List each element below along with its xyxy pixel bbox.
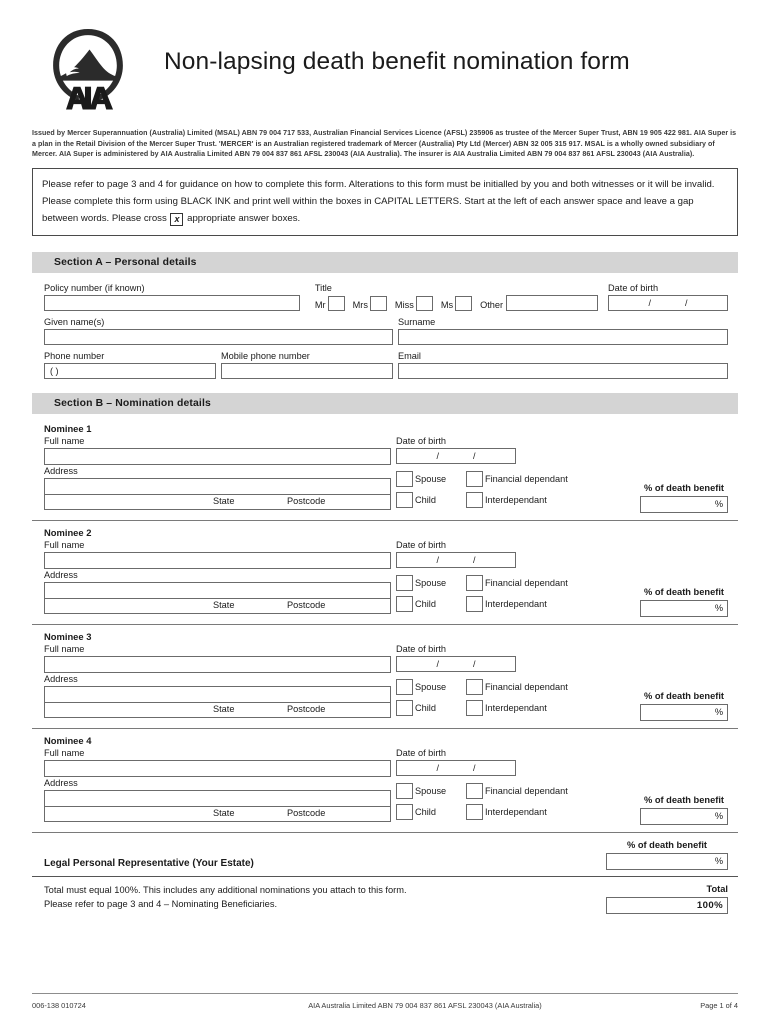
- surname-label: Surname: [398, 316, 436, 327]
- nominee-3-dob-label: Date of birth: [396, 643, 447, 654]
- nominee-1-address-input[interactable]: [44, 478, 391, 494]
- nominee-1-child-checkbox[interactable]: [396, 492, 413, 508]
- phone-area-code-prefix: ( ): [50, 365, 59, 376]
- nominee-3-state-label: State: [213, 703, 235, 714]
- title-option-mrs[interactable]: [353, 296, 387, 311]
- nominee-4-dob-slash-2: /: [473, 762, 476, 773]
- nominee-2-pct-header: % of death benefit: [643, 586, 725, 597]
- cross-mark-icon: x: [170, 213, 183, 226]
- nominee-3-dob-input[interactable]: [396, 656, 516, 672]
- nominee-4-spouse-checkbox[interactable]: [396, 783, 413, 799]
- footer-page-number: Page 1 of 4: [700, 1001, 738, 1010]
- dob-label: Date of birth: [608, 282, 659, 293]
- surname-field-group: [398, 316, 728, 345]
- nominee-1-pct-header: % of death benefit: [643, 482, 725, 493]
- nominee-3-address-input[interactable]: [44, 686, 391, 702]
- title-option-mr-label: Mr: [314, 299, 326, 310]
- nominee-2-full-name-label: Full name: [44, 539, 85, 550]
- section-a-heading: Section A – Personal details: [32, 252, 738, 273]
- surname-input[interactable]: [398, 329, 728, 345]
- total-row: [32, 877, 738, 914]
- section-b-heading: Section B – Nomination details: [32, 393, 738, 414]
- nominee-1-address-label: Address: [44, 465, 78, 476]
- nominee-2-financial-dependant-label: Financial dependant: [485, 577, 568, 588]
- nominee-4-pct-input[interactable]: [640, 808, 728, 825]
- nominee-3-pct-input[interactable]: [640, 704, 728, 721]
- nominee-2-full-name-input[interactable]: [44, 552, 391, 569]
- nominee-3-interdependant-label: Interdependant: [485, 702, 547, 713]
- nominee-2-interdependant-label: Interdependant: [485, 598, 547, 609]
- total-note-line-1: Total must equal 100%. This includes any additional nominations you attach to this form.: [44, 884, 407, 895]
- nominee-4-financial-dependant-checkbox[interactable]: [466, 783, 483, 799]
- nominee-1-pct-symbol: %: [714, 498, 723, 509]
- nominee-4-interdependant-checkbox[interactable]: [466, 804, 483, 820]
- nominee-4-pct-header: % of death benefit: [643, 794, 725, 805]
- nominee-4-full-name-label: Full name: [44, 747, 85, 758]
- nominee-4-financial-dependant-label: Financial dependant: [485, 785, 568, 796]
- footer-document-code: 006-138 010724: [32, 1001, 86, 1010]
- nominee-2-child-option[interactable]: [396, 596, 466, 612]
- nominee-3-full-name-input[interactable]: [44, 656, 391, 673]
- mobile-label: Mobile phone number: [221, 350, 310, 361]
- title-other-input[interactable]: [506, 295, 598, 311]
- nominee-3-child-checkbox[interactable]: [396, 700, 413, 716]
- title-field-group: [315, 282, 598, 311]
- dob-slash-1: /: [648, 297, 652, 308]
- legal-personal-representative-label: Legal Personal Representative (Your Estate): [44, 857, 254, 869]
- nominee-1-dob-slash-2: /: [473, 450, 476, 461]
- nominee-3-postcode-label: Postcode: [287, 703, 326, 714]
- title-option-mrs-label: Mrs: [352, 299, 368, 310]
- title-label: Title: [314, 282, 332, 293]
- email-input[interactable]: [398, 363, 728, 379]
- nominee-3-dob-slash-1: /: [436, 658, 439, 669]
- total-label: Total: [706, 883, 728, 894]
- title-option-miss[interactable]: [395, 296, 433, 311]
- nominee-2-spouse-option[interactable]: [396, 575, 466, 591]
- nominee-2-financial-dependant-option[interactable]: [466, 575, 568, 591]
- email-field-group: [398, 350, 728, 379]
- footer-divider: [32, 993, 738, 994]
- nominee-4-spouse-label: Spouse: [415, 785, 447, 796]
- email-label: Email: [398, 350, 421, 361]
- nominee-1-full-name-input[interactable]: [44, 448, 391, 465]
- nominee-1-child-option[interactable]: [396, 492, 466, 508]
- nominee-2-pct-input[interactable]: [640, 600, 728, 617]
- nominee-1-interdependant-option[interactable]: [466, 492, 547, 508]
- nominee-1-spouse-option[interactable]: [396, 471, 466, 487]
- section-a-body: [32, 282, 738, 379]
- nominee-3-spouse-option[interactable]: [396, 679, 466, 695]
- nominee-3-pct-symbol: %: [714, 706, 723, 717]
- nominee-2-interdependant-checkbox[interactable]: [466, 596, 483, 612]
- title-option-ms[interactable]: [441, 296, 472, 311]
- dob-input[interactable]: [608, 295, 728, 311]
- nominee-2-dob-slash-2: /: [473, 554, 476, 565]
- lpr-pct-header: % of death benefit: [626, 839, 708, 850]
- nominee-2-child-checkbox[interactable]: [396, 596, 413, 612]
- nominee-1-financial-dependant-option[interactable]: [466, 471, 568, 487]
- nominee-1-child-label: Child: [415, 494, 436, 505]
- nominee-3-address-label: Address: [44, 673, 78, 684]
- nominee-4-address-input[interactable]: [44, 790, 391, 806]
- nominee-block: [32, 631, 738, 729]
- nominee-3-spouse-label: Spouse: [415, 681, 447, 692]
- issuer-disclaimer: Issued by Mercer Superannuation (Australia) Limited (MSAL) ABN 79 004 717 533, Australian Financial Services Licence (AFSL) 235906 as trustee of the Mercer Super Trust, ABN 19 905 422 981. AIA Super is a plan in the Retail Division of the Mercer Super Trust. 'MERCER' is an Australian registered trademark of Mercer (Australia) Pty Ltd (Mercer) ABN 32 005 315 917. MSAL is a wholly owned subsidiary of Mercer. AIA Super is administered by AIA Australia Limited ABN 79 004 837 861 AFSL 230043 (AIA Australia). The insurer is AIA Australia Limited ABN 79 004 837 861 AFSL 230043 (AIA Australia).: [32, 129, 737, 159]
- nominee-2-dob-label: Date of birth: [396, 539, 447, 550]
- nominee-2-child-label: Child: [415, 598, 436, 609]
- nominee-block: [32, 735, 738, 833]
- nominee-4-address-label: Address: [44, 777, 78, 788]
- nominee-3-child-label: Child: [415, 702, 436, 713]
- nominee-4-interdependant-label: Interdependant: [485, 806, 547, 817]
- nominee-block: [32, 527, 738, 625]
- nominee-block: [32, 423, 738, 521]
- page-header: [32, 0, 738, 128]
- nominee-1-interdependant-checkbox[interactable]: [466, 492, 483, 508]
- nominee-4-dob-input[interactable]: [396, 760, 516, 776]
- nominee-4-dob-label: Date of birth: [396, 747, 447, 758]
- nominee-2-title: Nominee 2: [44, 526, 92, 538]
- nominee-4-state-postcode-input[interactable]: [44, 806, 391, 822]
- nominee-1-postcode-label: Postcode: [287, 495, 326, 506]
- policy-number-input[interactable]: [44, 295, 300, 311]
- nominee-3-dob-slash-2: /: [473, 658, 476, 669]
- total-value: 100%: [606, 897, 728, 914]
- nominee-4-child-option[interactable]: [396, 804, 466, 820]
- nominee-3-interdependant-option[interactable]: [466, 700, 547, 716]
- nominee-4-full-name-input[interactable]: [44, 760, 391, 777]
- policy-number-label: Policy number (if known): [44, 282, 145, 293]
- nominee-1-state-label: State: [213, 495, 235, 506]
- nominee-4-title: Nominee 4: [44, 734, 92, 746]
- nominee-1-interdependant-label: Interdependant: [485, 494, 547, 505]
- phone-field-group: [44, 350, 216, 379]
- nominee-2-postcode-label: Postcode: [287, 599, 326, 610]
- nominee-4-pct-symbol: %: [714, 810, 723, 821]
- nominee-2-pct-symbol: %: [714, 602, 723, 613]
- nominee-3-financial-dependant-option[interactable]: [466, 679, 568, 695]
- dob-field-group: [608, 282, 728, 311]
- nominee-1-full-name-label: Full name: [44, 435, 85, 446]
- nominee-1-pct-input[interactable]: [640, 496, 728, 513]
- nominee-3-financial-dependant-label: Financial dependant: [485, 681, 568, 692]
- phone-input[interactable]: [44, 363, 216, 379]
- nominee-3-interdependant-checkbox[interactable]: [466, 700, 483, 716]
- page-footer: [32, 993, 738, 1010]
- nominee-2-state-label: State: [213, 599, 235, 610]
- title-option-miss-label: Miss: [394, 299, 414, 310]
- lpr-pct-input[interactable]: [606, 853, 728, 870]
- nominee-4-postcode-label: Postcode: [287, 807, 326, 818]
- dob-slash-2: /: [685, 297, 688, 308]
- nominee-3-spouse-checkbox[interactable]: [396, 679, 413, 695]
- nominee-3-pct-header: % of death benefit: [643, 690, 725, 701]
- nominee-4-financial-dependant-option[interactable]: [466, 783, 568, 799]
- mobile-field-group: [221, 350, 393, 379]
- nominee-4-spouse-option[interactable]: [396, 783, 466, 799]
- total-note-line-2: Please refer to page 3 and 4 – Nominating Beneficiaries.: [44, 899, 278, 910]
- instruction-text-part1: Please refer to page 3 and 4 for guidance on how to complete this form. Alterations to this form must be initialled by you and both witnesses or it will be invalid. Please complete this form using BLACK INK and print well within the boxes in CAPITAL LETTERS. Start at the left of each answer space and leave a gap between words. Please cross: [42, 178, 715, 224]
- nominee-1-state-postcode-input[interactable]: [44, 494, 391, 510]
- nominee-1-dob-input[interactable]: [396, 448, 516, 464]
- nominee-1-dob-slash-1: /: [436, 450, 439, 461]
- nominee-3-full-name-label: Full name: [44, 643, 85, 654]
- nominee-2-state-postcode-input[interactable]: [44, 598, 391, 614]
- page-title: Non-lapsing death benefit nomination form: [164, 48, 630, 75]
- instruction-text-part2: appropriate answer boxes.: [187, 212, 301, 224]
- nominee-2-dob-input[interactable]: [396, 552, 516, 568]
- given-name-input[interactable]: [44, 329, 393, 345]
- mobile-input[interactable]: [221, 363, 393, 379]
- nominee-1-spouse-label: Spouse: [415, 473, 447, 484]
- phone-label: Phone number: [44, 350, 105, 361]
- title-option-ms-label: Ms: [440, 299, 454, 310]
- title-option-other[interactable]: [480, 295, 598, 311]
- title-checkbox-ms[interactable]: [455, 296, 472, 311]
- nominee-1-spouse-checkbox[interactable]: [396, 471, 413, 487]
- nominee-3-child-option[interactable]: [396, 700, 466, 716]
- nominee-2-dob-slash-1: /: [436, 554, 439, 565]
- nominee-2-spouse-label: Spouse: [415, 577, 447, 588]
- nominee-1-title: Nominee 1: [44, 422, 92, 434]
- nominee-2-financial-dependant-checkbox[interactable]: [466, 575, 483, 591]
- footer-legal-entity: AIA Australia Limited ABN 79 004 837 861 AFSL 230043 (AIA Australia): [308, 1001, 542, 1010]
- title-option-other-label: Other: [480, 299, 504, 310]
- nominee-2-address-input[interactable]: [44, 582, 391, 598]
- nominee-3-title: Nominee 3: [44, 630, 92, 642]
- instruction-box: [32, 168, 738, 236]
- title-option-mr[interactable]: [315, 296, 345, 311]
- nominee-2-spouse-checkbox[interactable]: [396, 575, 413, 591]
- given-name-field-group: [44, 316, 393, 345]
- aia-logo-icon: [50, 26, 126, 114]
- nominee-4-child-checkbox[interactable]: [396, 804, 413, 820]
- nominee-1-dob-label: Date of birth: [396, 435, 447, 446]
- title-checkbox-mr[interactable]: [328, 296, 345, 311]
- nominee-1-financial-dependant-label: Financial dependant: [485, 473, 568, 484]
- nominee-3-state-postcode-input[interactable]: [44, 702, 391, 718]
- given-name-label: Given name(s): [44, 316, 105, 327]
- nominee-4-dob-slash-1: /: [436, 762, 439, 773]
- nominee-2-address-label: Address: [44, 569, 78, 580]
- nominee-4-state-label: State: [213, 807, 235, 818]
- title-checkbox-mrs[interactable]: [370, 296, 387, 311]
- legal-personal-representative-row: [32, 839, 738, 877]
- nominee-3-financial-dependant-checkbox[interactable]: [466, 679, 483, 695]
- title-checkbox-miss[interactable]: [416, 296, 433, 311]
- policy-number-field-group: [44, 282, 300, 311]
- nominee-2-interdependant-option[interactable]: [466, 596, 547, 612]
- nominee-4-child-label: Child: [415, 806, 436, 817]
- nominee-1-financial-dependant-checkbox[interactable]: [466, 471, 483, 487]
- lpr-pct-symbol: %: [714, 855, 723, 866]
- nominee-4-interdependant-option[interactable]: [466, 804, 547, 820]
